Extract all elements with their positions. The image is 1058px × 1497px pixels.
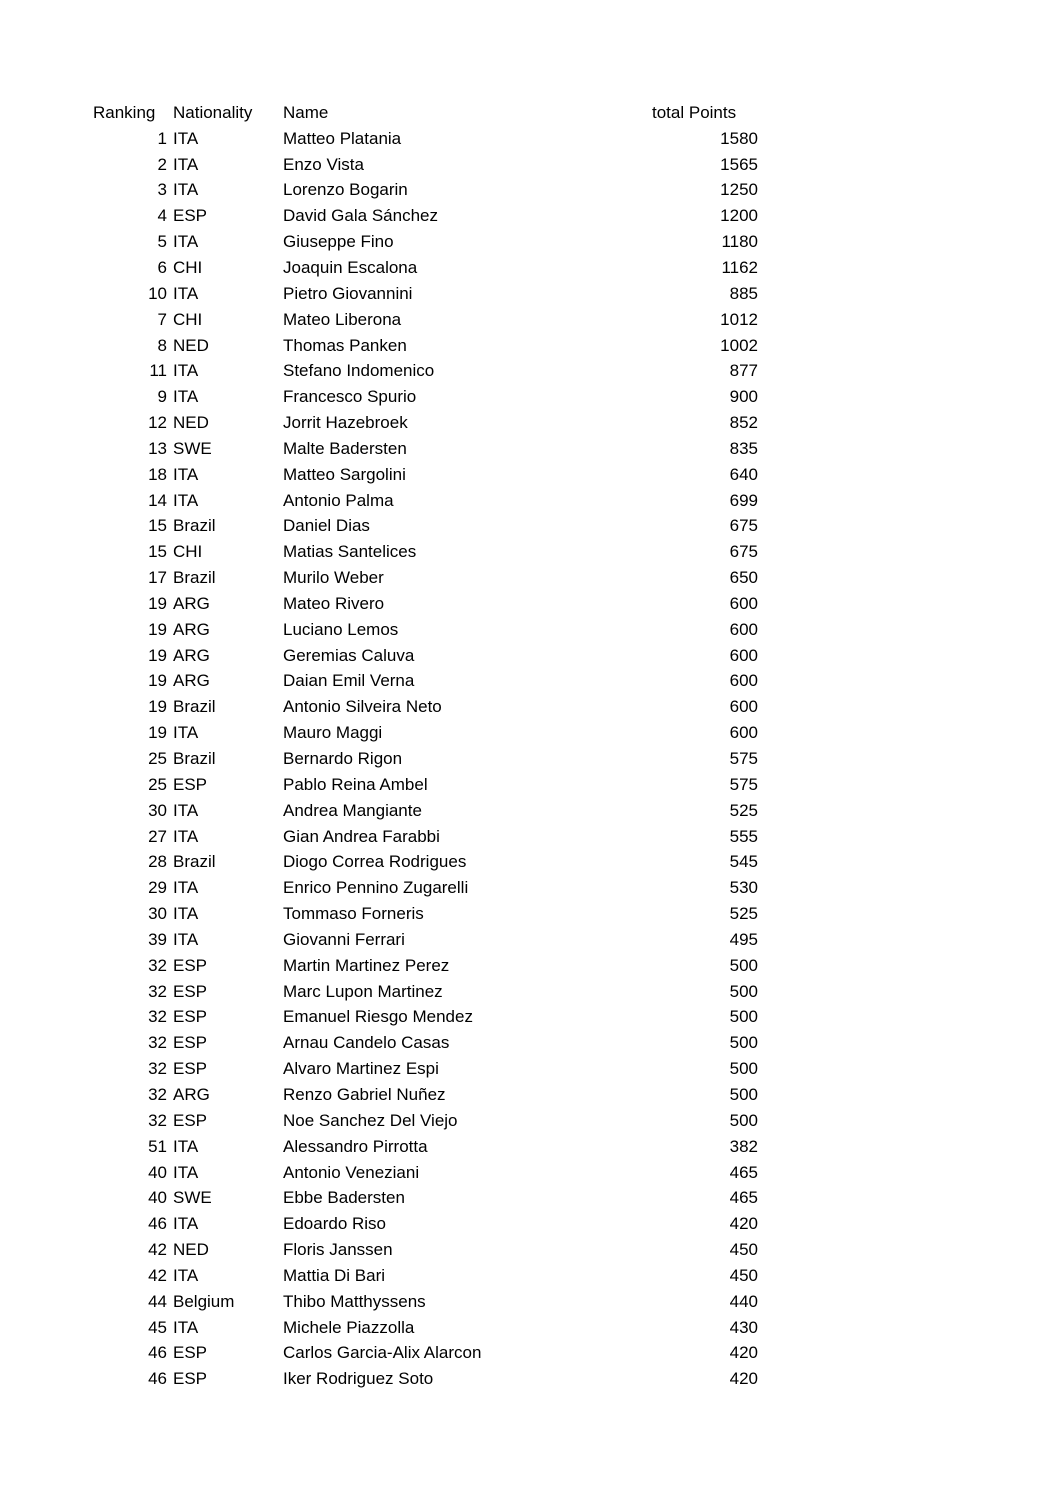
name-cell: Arnau Candelo Casas: [283, 1033, 450, 1053]
rank-cell: 19: [148, 645, 167, 665]
points-cell: 640: [729, 464, 758, 484]
nationality-cell: ITA: [173, 154, 199, 174]
points-cell: 525: [729, 904, 758, 924]
points-cell: 852: [729, 413, 758, 433]
table-row: [93, 488, 758, 514]
rank-cell: 8: [157, 335, 167, 355]
nationality-cell: NED: [173, 335, 209, 355]
table-row: [93, 539, 758, 565]
points-cell: 1250: [720, 180, 758, 200]
nationality-cell: NED: [173, 1240, 209, 1260]
name-cell: Malte Badersten: [283, 438, 407, 458]
rank-cell: 30: [148, 800, 167, 820]
table-row: [93, 694, 758, 720]
points-cell: 600: [729, 723, 758, 743]
rank-cell: 32: [148, 1084, 167, 1104]
name-cell: Geremias Caluva: [283, 645, 415, 665]
rank-cell: 32: [148, 1110, 167, 1130]
table-row: [93, 178, 758, 204]
name-cell: Renzo Gabriel Nuñez: [283, 1084, 446, 1104]
nationality-cell: ESP: [173, 1007, 208, 1027]
rank-cell: 32: [148, 955, 167, 975]
points-cell: 450: [729, 1265, 758, 1285]
points-cell: 600: [729, 593, 758, 613]
rank-cell: 9: [157, 387, 167, 407]
rank-cell: 28: [148, 852, 167, 872]
points-cell: 1162: [721, 257, 758, 277]
name-cell: Matteo Sargolini: [283, 464, 406, 484]
points-cell: 555: [729, 826, 758, 846]
rank-cell: 11: [149, 361, 167, 381]
nationality-cell: ITA: [173, 1265, 199, 1285]
table-row: [93, 1185, 758, 1211]
rank-cell: 42: [148, 1240, 167, 1260]
name-cell: Alvaro Martinez Espi: [283, 1059, 439, 1079]
header-ranking: Ranking: [93, 102, 156, 122]
name-cell: Marc Lupon Martinez: [283, 981, 443, 1001]
nationality-cell: ARG: [173, 593, 210, 613]
rank-cell: 5: [157, 232, 167, 252]
name-cell: Antonio Veneziani: [283, 1162, 420, 1182]
table-row: [93, 514, 758, 540]
table-row: [93, 255, 758, 281]
nationality-cell: ESP: [173, 1369, 208, 1389]
name-cell: Lorenzo Bogarin: [283, 180, 408, 200]
name-cell: Mateo Rivero: [283, 593, 385, 613]
nationality-cell: Brazil: [173, 749, 216, 769]
points-cell: 465: [729, 1188, 758, 1208]
header-total-points: total Points: [652, 102, 737, 122]
nationality-cell: ARG: [173, 1084, 210, 1104]
points-cell: 600: [729, 619, 758, 639]
rank-cell: 46: [148, 1214, 167, 1234]
name-cell: Floris Janssen: [283, 1240, 393, 1260]
rank-cell: 46: [148, 1369, 167, 1389]
table-row: [93, 901, 758, 927]
table-row: [93, 798, 758, 824]
table-row: [93, 1341, 758, 1367]
rank-cell: 32: [148, 1007, 167, 1027]
name-cell: Andrea Mangiante: [283, 800, 422, 820]
name-cell: Daniel Dias: [283, 516, 370, 536]
rank-cell: 39: [148, 929, 167, 949]
table-row: [93, 875, 758, 901]
table-row: [93, 591, 758, 617]
nationality-cell: ESP: [173, 1033, 208, 1053]
rank-cell: 19: [148, 619, 167, 639]
rank-cell: 19: [148, 723, 167, 743]
nationality-cell: ITA: [173, 232, 199, 252]
nationality-cell: SWE: [173, 438, 212, 458]
rank-cell: 3: [157, 180, 167, 200]
table-row: [93, 669, 758, 695]
points-cell: 382: [729, 1136, 758, 1156]
name-cell: Murilo Weber: [283, 568, 384, 588]
name-cell: Thomas Panken: [283, 335, 407, 355]
name-cell: Michele Piazzolla: [283, 1317, 415, 1337]
header-row: [93, 100, 758, 126]
rank-cell: 15: [148, 516, 167, 536]
name-cell: Tommaso Forneris: [283, 904, 424, 924]
table-row: [93, 1237, 758, 1263]
rank-cell: 40: [148, 1162, 167, 1182]
points-cell: 500: [729, 1059, 758, 1079]
nationality-cell: CHI: [173, 542, 203, 562]
rank-cell: 27: [148, 826, 167, 846]
rank-cell: 19: [148, 671, 167, 691]
rank-cell: 32: [148, 1033, 167, 1053]
name-cell: Martin Martinez Perez: [283, 955, 450, 975]
table-row: [93, 384, 758, 410]
rank-cell: 25: [148, 774, 167, 794]
name-cell: Pablo Reina Ambel: [283, 774, 428, 794]
name-cell: Diogo Correa Rodrigues: [283, 852, 467, 872]
nationality-cell: ITA: [173, 1162, 199, 1182]
points-cell: 835: [729, 438, 758, 458]
rank-cell: 45: [148, 1317, 167, 1337]
table-row: [93, 281, 758, 307]
table-row: [93, 152, 758, 178]
table-row: [93, 462, 758, 488]
nationality-cell: ITA: [173, 826, 199, 846]
points-cell: 600: [729, 645, 758, 665]
name-cell: Joaquin Escalona: [283, 257, 418, 277]
nationality-cell: ARG: [173, 619, 210, 639]
nationality-cell: ITA: [173, 1214, 199, 1234]
name-cell: Giovanni Ferrari: [283, 929, 405, 949]
points-cell: 420: [729, 1214, 758, 1234]
rank-cell: 42: [148, 1265, 167, 1285]
name-cell: Alessandro Pirrotta: [283, 1136, 428, 1156]
rank-cell: 4: [157, 206, 167, 226]
rank-cell: 13: [148, 438, 167, 458]
points-cell: 500: [729, 1007, 758, 1027]
points-cell: 525: [729, 800, 758, 820]
nationality-cell: ITA: [173, 878, 199, 898]
table-row: [93, 927, 758, 953]
points-cell: 500: [729, 1033, 758, 1053]
rank-cell: 19: [148, 593, 167, 613]
points-cell: 530: [729, 878, 758, 898]
points-cell: 1180: [721, 232, 758, 252]
nationality-cell: ITA: [173, 904, 199, 924]
points-cell: 420: [729, 1369, 758, 1389]
table-row: [93, 1005, 758, 1031]
name-cell: Francesco Spurio: [283, 387, 417, 407]
table-row: [93, 126, 758, 152]
rank-cell: 30: [148, 904, 167, 924]
name-cell: Matteo Platania: [283, 128, 402, 148]
nationality-cell: SWE: [173, 1188, 212, 1208]
table-row: [93, 824, 758, 850]
points-cell: 1002: [720, 335, 758, 355]
table-row: [93, 1108, 758, 1134]
nationality-cell: NED: [173, 413, 209, 433]
table-row: [93, 307, 758, 333]
points-cell: 575: [729, 774, 758, 794]
nationality-cell: ARG: [173, 671, 210, 691]
nationality-cell: Belgium: [173, 1291, 235, 1311]
points-cell: 575: [729, 749, 758, 769]
nationality-cell: ITA: [173, 1317, 199, 1337]
name-cell: Mauro Maggi: [283, 723, 383, 743]
table-row: [93, 436, 758, 462]
nationality-cell: ITA: [173, 1136, 199, 1156]
table-row: [93, 746, 758, 772]
name-cell: Gian Andrea Farabbi: [283, 826, 440, 846]
name-cell: Stefano Indomenico: [283, 361, 435, 381]
points-cell: 545: [729, 852, 758, 872]
name-cell: Edoardo Riso: [283, 1214, 387, 1234]
rank-cell: 40: [148, 1188, 167, 1208]
points-cell: 600: [729, 697, 758, 717]
points-cell: 600: [729, 671, 758, 691]
points-cell: 1012: [720, 309, 758, 329]
table-row: [93, 1030, 758, 1056]
ranking-table-body: [93, 126, 758, 1392]
name-cell: Noe Sanchez Del Viejo: [283, 1110, 458, 1130]
rank-cell: 19: [148, 697, 167, 717]
rank-cell: 32: [148, 981, 167, 1001]
rank-cell: 51: [148, 1136, 167, 1156]
rank-cell: 12: [148, 413, 167, 433]
name-cell: Jorrit Hazebroek: [283, 413, 408, 433]
table-row: [93, 1366, 758, 1392]
nationality-cell: ESP: [173, 774, 208, 794]
table-row: [93, 203, 758, 229]
nationality-cell: ITA: [173, 800, 199, 820]
name-cell: Thibo Matthyssens: [283, 1291, 426, 1311]
rank-cell: 25: [148, 749, 167, 769]
table-row: [93, 720, 758, 746]
name-cell: Iker Rodriguez Soto: [283, 1369, 434, 1389]
name-cell: Giuseppe Fino: [283, 232, 394, 252]
rank-cell: 10: [148, 283, 167, 303]
nationality-cell: Brazil: [173, 697, 216, 717]
ranking-table: [93, 100, 758, 1392]
points-cell: 699: [729, 490, 758, 510]
table-row: [93, 617, 758, 643]
points-cell: 1565: [720, 154, 758, 174]
nationality-cell: ITA: [173, 387, 199, 407]
points-cell: 885: [729, 283, 758, 303]
name-cell: Enzo Vista: [283, 154, 364, 174]
nationality-cell: ITA: [173, 490, 199, 510]
table-row: [93, 1211, 758, 1237]
nationality-cell: ITA: [173, 464, 199, 484]
name-cell: Enrico Pennino Zugarelli: [283, 878, 469, 898]
nationality-cell: Brazil: [173, 568, 216, 588]
table-row: [93, 1134, 758, 1160]
rank-cell: 15: [148, 542, 167, 562]
table-row: [93, 1315, 758, 1341]
points-cell: 500: [729, 981, 758, 1001]
points-cell: 495: [729, 929, 758, 949]
rank-cell: 7: [157, 309, 167, 329]
points-cell: 900: [729, 387, 758, 407]
nationality-cell: ESP: [173, 206, 208, 226]
rank-cell: 29: [148, 878, 167, 898]
points-cell: 1200: [720, 206, 758, 226]
rank-cell: 2: [157, 154, 167, 174]
nationality-cell: ITA: [173, 180, 199, 200]
points-cell: 450: [729, 1240, 758, 1260]
nationality-cell: ESP: [173, 1110, 208, 1130]
points-cell: 420: [729, 1343, 758, 1363]
nationality-cell: Brazil: [173, 852, 216, 872]
nationality-cell: ITA: [173, 283, 199, 303]
name-cell: David Gala Sánchez: [283, 206, 438, 226]
nationality-cell: ITA: [173, 929, 199, 949]
name-cell: Bernardo Rigon: [283, 749, 403, 769]
rank-cell: 46: [148, 1343, 167, 1363]
rank-cell: 44: [148, 1291, 167, 1311]
name-cell: Antonio Palma: [283, 490, 394, 510]
table-row: [93, 643, 758, 669]
table-row: [93, 1263, 758, 1289]
points-cell: 500: [729, 955, 758, 975]
nationality-cell: ITA: [173, 128, 199, 148]
points-cell: 440: [729, 1291, 758, 1311]
table-row: [93, 849, 758, 875]
name-cell: Luciano Lemos: [283, 619, 399, 639]
points-cell: 500: [729, 1084, 758, 1104]
points-cell: 675: [729, 542, 758, 562]
nationality-cell: ITA: [173, 723, 199, 743]
table-row: [93, 333, 758, 359]
name-cell: Matias Santelices: [283, 542, 417, 562]
table-row: [93, 953, 758, 979]
table-row: [93, 565, 758, 591]
points-cell: 465: [729, 1162, 758, 1182]
name-cell: Mattia Di Bari: [283, 1265, 386, 1285]
name-cell: Emanuel Riesgo Mendez: [283, 1007, 473, 1027]
table-row: [93, 1160, 758, 1186]
name-cell: Pietro Giovannini: [283, 283, 413, 303]
points-cell: 1580: [720, 128, 758, 148]
rank-cell: 32: [148, 1059, 167, 1079]
name-cell: Carlos Garcia-Alix Alarcon: [283, 1343, 482, 1363]
name-cell: Ebbe Badersten: [283, 1188, 405, 1208]
points-cell: 650: [729, 568, 758, 588]
table-row: [93, 979, 758, 1005]
table-row: [93, 1289, 758, 1315]
table-row: [93, 772, 758, 798]
nationality-cell: ITA: [173, 361, 199, 381]
table-row: [93, 410, 758, 436]
nationality-cell: ESP: [173, 981, 208, 1001]
rank-cell: 18: [148, 464, 167, 484]
name-cell: Mateo Liberona: [283, 309, 402, 329]
nationality-cell: ESP: [173, 1059, 208, 1079]
header-nationality: Nationality: [173, 102, 253, 122]
name-cell: Daian Emil Verna: [283, 671, 415, 691]
rank-cell: 1: [157, 128, 167, 148]
points-cell: 877: [729, 361, 758, 381]
points-cell: 675: [729, 516, 758, 536]
table-row: [93, 1056, 758, 1082]
nationality-cell: CHI: [173, 309, 203, 329]
points-cell: 500: [729, 1110, 758, 1130]
nationality-cell: ESP: [173, 955, 208, 975]
points-cell: 430: [729, 1317, 758, 1337]
name-cell: Antonio Silveira Neto: [283, 697, 442, 717]
nationality-cell: ESP: [173, 1343, 208, 1363]
nationality-cell: CHI: [173, 257, 203, 277]
rank-cell: 17: [148, 568, 167, 588]
rank-cell: 14: [148, 490, 167, 510]
nationality-cell: ARG: [173, 645, 210, 665]
table-row: [93, 229, 758, 255]
header-name: Name: [283, 102, 329, 122]
nationality-cell: Brazil: [173, 516, 216, 536]
rank-cell: 6: [157, 257, 167, 277]
table-row: [93, 358, 758, 384]
table-row: [93, 1082, 758, 1108]
